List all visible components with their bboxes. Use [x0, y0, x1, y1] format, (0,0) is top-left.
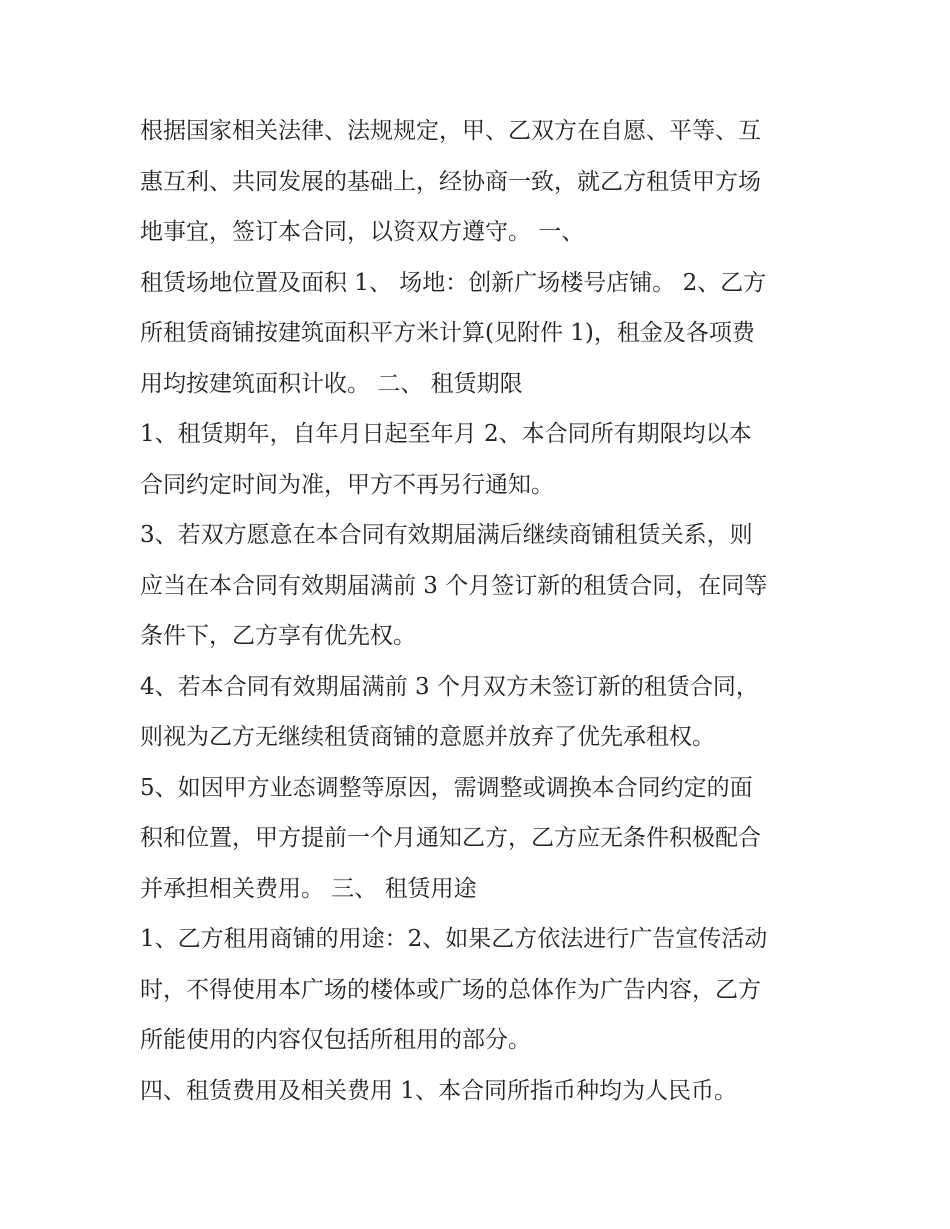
paragraph-usage: [140, 914, 820, 1066]
paragraph-term-1: [140, 409, 820, 510]
text-line: 四、租赁费用及相关费用 1、本合同所指币种均为人民币。: [140, 1077, 737, 1104]
text-line: 4、若本合同有效期届满前 3 个月双方未签订新的租赁合同，: [140, 673, 759, 700]
text-line: 应当在本合同有效期届满前 3 个月签订新的租赁合同，在同等: [140, 572, 768, 599]
text-line: 1、乙方租用商铺的用途：2、如果乙方依法进行广告宣传活动: [140, 926, 768, 952]
text-line: 用均按建筑面积计收。 二、 租赁期限: [140, 370, 523, 397]
text-line: 并承担相关费用。 三、 租赁用途: [140, 875, 477, 902]
paragraph-location-area: [140, 258, 820, 410]
text-line: 时，不得使用本广场的楼体或广场的总体作为广告内容，乙方: [140, 976, 761, 1003]
paragraph-fees: [140, 1066, 820, 1117]
text-line: 积和位置，甲方提前一个月通知乙方，乙方应无条件积极配合: [140, 825, 761, 851]
text-line: 惠互利、共同发展的基础上，经协商一致，就乙方租赁甲方场: [140, 168, 761, 195]
text-line: 根据国家相关法律、法规规定，甲、乙双方在自愿、平等、互: [140, 118, 761, 144]
text-line: 则视为乙方无继续租赁商铺的意愿并放弃了优先承租权。: [140, 724, 715, 750]
document-body: [140, 106, 820, 1116]
text-line: 地事宜，签订本合同，以资双方遵守。 一、: [140, 219, 585, 245]
text-line: 合同约定时间为准，甲方不再另行通知。: [140, 471, 554, 498]
paragraph-term-5: [140, 763, 820, 915]
text-line: 所租赁商铺按建筑面积平方米计算(见附件 1)，租金及各项费: [140, 320, 755, 346]
text-line: 租赁场地位置及面积 1、 场地：创新广场楼号店铺。 2、乙方: [140, 269, 767, 296]
text-line: 条件下，乙方享有优先权。: [140, 623, 416, 649]
paragraph-preamble: [140, 106, 820, 258]
paragraph-term-4: [140, 662, 820, 763]
text-line: 所能使用的内容仅包括所租用的部分。: [140, 1027, 531, 1053]
text-line: 5、如因甲方业态调整等原因，需调整或调换本合同约定的面: [140, 774, 753, 801]
text-line: 3、若双方愿意在本合同有效期届满后继续商铺租赁关系，则: [140, 522, 753, 548]
paragraph-term-3: [140, 510, 820, 662]
text-line: 1、租赁期年，自年月日起至年月 2、本合同所有期限均以本: [140, 421, 752, 447]
